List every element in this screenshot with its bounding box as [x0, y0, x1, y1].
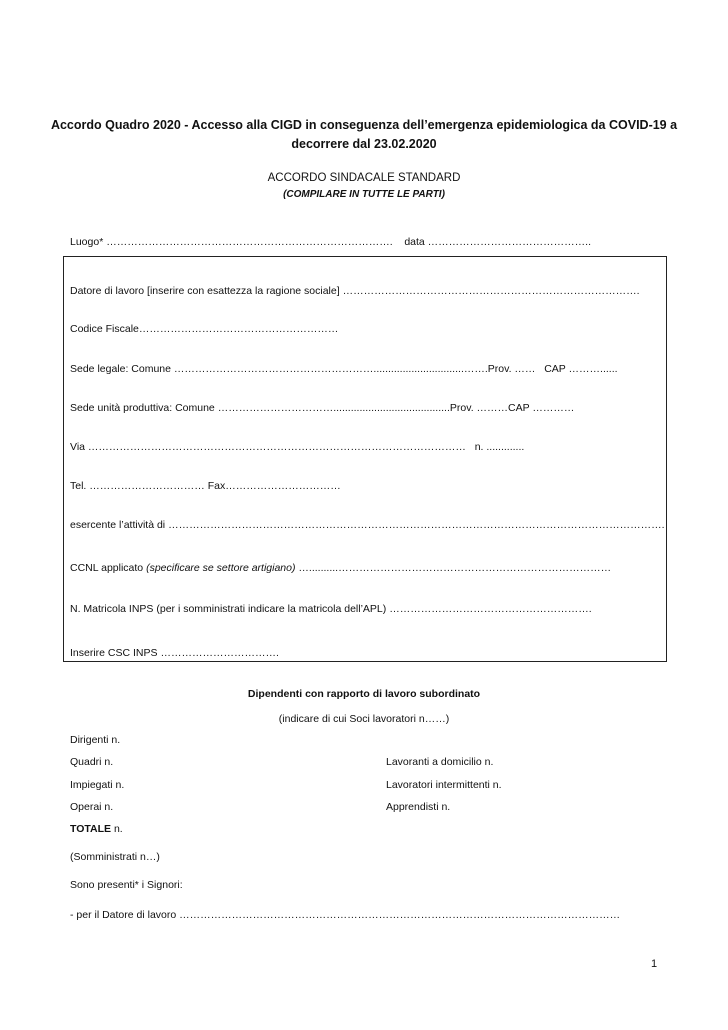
via-field[interactable]: ……………………………………………………………………………………………… — [87, 441, 466, 453]
sede-legale-cap[interactable]: CAP ………...... — [544, 363, 618, 375]
matricola-row — [70, 603, 592, 615]
datore-label: Datore di lavoro [inserire con esattezza la ragione sociale] — [70, 285, 340, 297]
lavoratori-intermittenti-field[interactable]: Lavoratori intermittenti n. — [386, 779, 502, 791]
luogo-field[interactable]: ………………………………………………………………………. — [106, 236, 393, 248]
sede-legale-field[interactable]: …………………………………………………...............................……. — [173, 363, 488, 375]
data-label: data — [404, 236, 425, 248]
via-label: Via — [70, 441, 85, 453]
fax-field[interactable]: …………………………… — [225, 480, 341, 492]
dipendenti-heading: Dipendenti con rapporto di lavoro subordinato — [247, 688, 481, 700]
totale-row[interactable] — [70, 823, 123, 835]
document-instruction: (COMPILARE IN TUTTE LE PARTI) — [283, 189, 445, 200]
sede-unita-row — [70, 402, 574, 414]
ccnl-row — [70, 562, 611, 574]
datore-field[interactable]: …………………………………………………………………………. — [342, 285, 640, 297]
sede-unita-label: Sede unità produttiva: Comune — [70, 402, 215, 414]
somministrati-field[interactable]: (Somministrati n…) — [70, 851, 160, 863]
sede-legale-row — [70, 363, 618, 375]
document-title-line1: Accordo Quadro 2020 - Accesso alla CIGD in conseguenza dell’emergenza epidemiologica da COVID-19 a — [50, 118, 678, 132]
matricola-label: N. Matricola INPS (per i somministrati indicare la matricola dell’APL) — [70, 603, 387, 615]
csc-field[interactable]: ……………………………. — [160, 647, 279, 659]
totale-label: TOTALE — [70, 823, 112, 835]
lavoranti-domicilio-field[interactable]: Lavoranti a domicilio n. — [386, 756, 494, 768]
ccnl-field[interactable]: …..........…………………………………………………………………… — [298, 562, 612, 574]
codice-fiscale-label: Codice Fiscale — [70, 323, 139, 335]
sede-unita-field[interactable]: ……………………………........................................ — [217, 402, 450, 414]
attivita-field[interactable]: ……………………………………………………………………………………………………………………………. — [168, 519, 665, 531]
tel-fax-row — [70, 480, 341, 492]
csc-label: Inserire CSC INPS — [70, 647, 158, 659]
presenti-label: Sono presenti* i Signori: — [70, 879, 183, 891]
datore-row — [70, 285, 640, 297]
sede-unita-prov[interactable]: Prov. ……… — [449, 402, 509, 414]
employer-info-box — [63, 256, 667, 662]
tel-field[interactable]: …………………………… — [89, 480, 205, 492]
impiegati-field[interactable]: Impiegati n. — [70, 779, 125, 791]
data-field[interactable]: ……………………………………….. — [427, 236, 592, 248]
document-subtitle: ACCORDO SINDACALE STANDARD — [267, 172, 461, 184]
luogo-line — [70, 236, 591, 248]
tel-label: Tel. — [70, 480, 87, 492]
datore-signatory-field[interactable]: - per il Datore di lavoro ……………………………………………………………………………………………………………… — [70, 909, 621, 921]
via-number-field[interactable]: n. ............. — [474, 441, 525, 453]
sede-legale-label: Sede legale: Comune — [70, 363, 171, 375]
codice-fiscale-row — [70, 323, 338, 335]
csc-row — [70, 647, 279, 659]
quadri-field[interactable]: Quadri n. — [70, 756, 114, 768]
document-title-line2: decorrere dal 23.02.2020 — [291, 137, 437, 151]
apprendisti-field[interactable]: Apprendisti n. — [386, 801, 451, 813]
dirigenti-field[interactable]: Dirigenti n. — [70, 734, 121, 746]
attivita-label: esercente l’attività di — [70, 519, 166, 531]
dipendenti-subheading: (indicare di cui Soci lavoratori n……) — [278, 713, 450, 725]
sede-legale-prov[interactable]: Prov. …… — [487, 363, 536, 375]
ccnl-note: (specificare se settore artigiano) — [146, 562, 296, 574]
luogo-label: Luogo* — [70, 236, 104, 248]
fax-label: Fax — [207, 480, 226, 492]
sede-unita-cap[interactable]: CAP ………… — [508, 402, 575, 414]
operai-field[interactable]: Operai n. — [70, 801, 114, 813]
page-number: 1 — [651, 958, 658, 970]
totale-suffix: n. — [113, 823, 123, 835]
via-row — [70, 441, 524, 453]
codice-fiscale-field[interactable]: ………………………………………………… — [138, 323, 339, 335]
attivita-row — [70, 519, 664, 531]
matricola-field[interactable]: …………………………………………………. — [389, 603, 592, 615]
ccnl-label: CCNL applicato — [70, 562, 144, 574]
